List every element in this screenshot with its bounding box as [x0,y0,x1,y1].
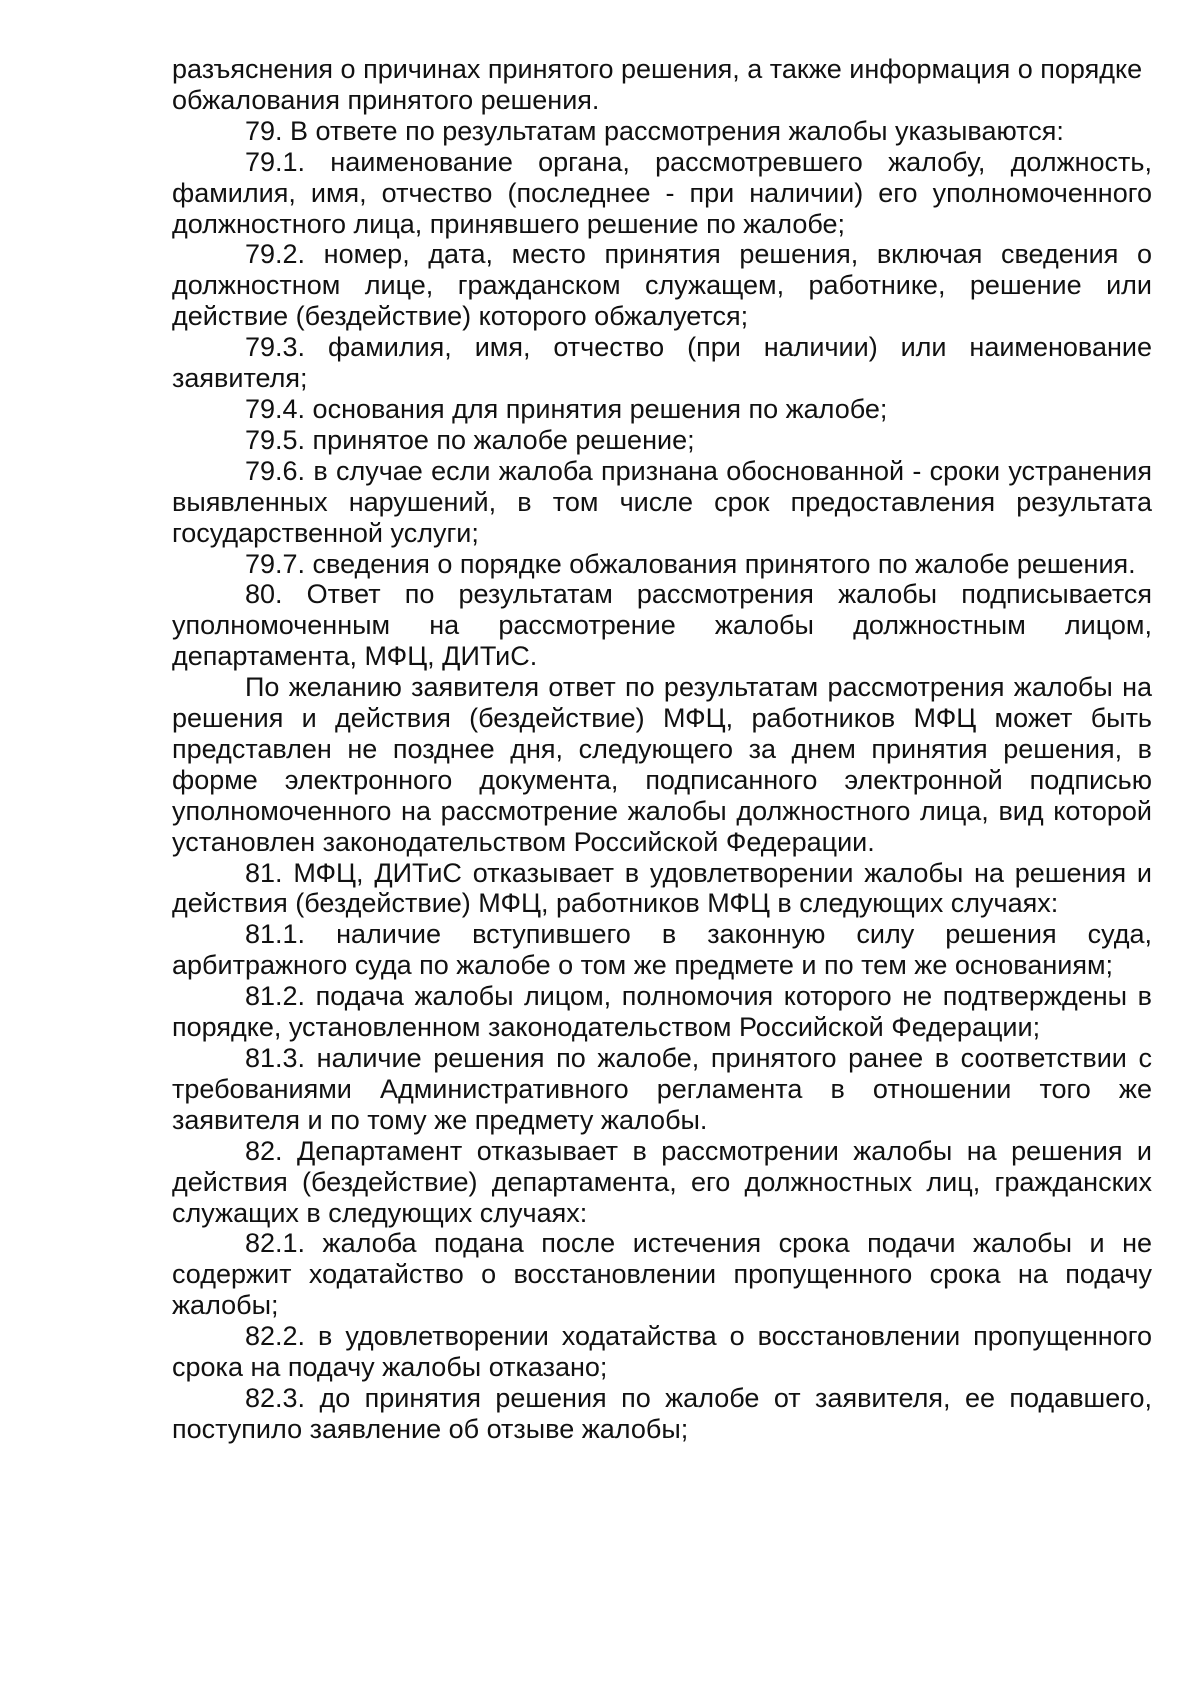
paragraph-81: 81. МФЦ, ДИТиС отказывает в удовлетворении жалобы на решения и действия (бездействие) МФЦ, работников МФЦ в следующих случаях: [172,857,1152,919]
paragraph-82-1: 82.1. жалоба подана после истечения срока подачи жалобы и не содержит ходатайство о восстановлении пропущенного срока на подачу жалобы; [172,1228,1152,1321]
paragraph-79-7: 79.7. сведения о порядке обжалования принятого по жалобе решения. [245,548,1136,579]
paragraph-81-2: 81.2. подача жалобы лицом, полномочия которого не подтверждены в порядке, установленном законодательством Российской Федерации; [172,981,1152,1043]
paragraph-continuation: разъяснения о причинах принятого решения, а также информация о порядке обжалования принятого решения. [172,54,1143,115]
paragraph-79-5: 79.5. принятое по жалобе решение; [245,424,695,455]
paragraph-80: 80. Ответ по результатам рассмотрения жалобы подписывается уполномоченным на рассмотрение жалобы должностным лицом, департамента, МФЦ, ДИТиС. [172,579,1152,672]
paragraph-79: 79. В ответе по результатам рассмотрения жалобы указываются: [245,115,1064,146]
paragraph-81-3: 81.3. наличие решения по жалобе, принятого ранее в соответствии с требованиями Административного регламента в отношении того же заявителя и по тому же предмету жалобы. [172,1043,1152,1135]
paragraph-79-2: 79.2. номер, дата, место принятия решения, включая сведения о должностном лице, гражданском служащем, работнике, решение или действие (бездействие) которого обжалуется; [172,239,1152,332]
paragraph-79-3: 79.3. фамилия, имя, отчество (при наличии) или наименование заявителя; [172,332,1152,394]
document-page [172,54,1152,1445]
paragraph-82: 82. Департамент отказывает в рассмотрении жалобы на решения и действия (бездействие) департамента, его должностных лиц, гражданских служащих в следующих случаях: [172,1135,1152,1228]
paragraph-79-4: 79.4. основания для принятия решения по жалобе; [245,393,888,424]
paragraph-79-1: 79.1. наименование органа, рассмотревшего жалобу, должность, фамилия, имя, отчество (последнее - при наличии) его уполномоченного должностного лица, принявшего решение по жалобе; [172,146,1152,239]
paragraph-80-electronic: По желанию заявителя ответ по результатам рассмотрения жалобы на решения и действия (бездействие) МФЦ, работников МФЦ может быть представлен не позднее дня, следующего за днем принятия решения, в форме электронного документа, подписанного электронной подписью уполномоченного на рассмотрение жалобы должностного лица, вид которой установлен законодательством Российской Федерации. [172,672,1152,857]
paragraph-79-6: 79.6. в случае если жалоба признана обоснованной - сроки устранения выявленных нарушений, в том числе срок предоставления результата государственной услуги; [172,455,1152,548]
paragraph-82-2: 82.2. в удовлетворении ходатайства о восстановлении пропущенного срока на подачу жалобы отказано; [172,1321,1152,1383]
paragraph-81-1: 81.1. наличие вступившего в законную силу решения суда, арбитражного суда по жалобе о том же предмете и по тем же основаниям; [172,919,1152,981]
paragraph-82-3: 82.3. до принятия решения по жалобе от заявителя, ее подавшего, поступило заявление об отзыве жалобы; [172,1382,1152,1444]
